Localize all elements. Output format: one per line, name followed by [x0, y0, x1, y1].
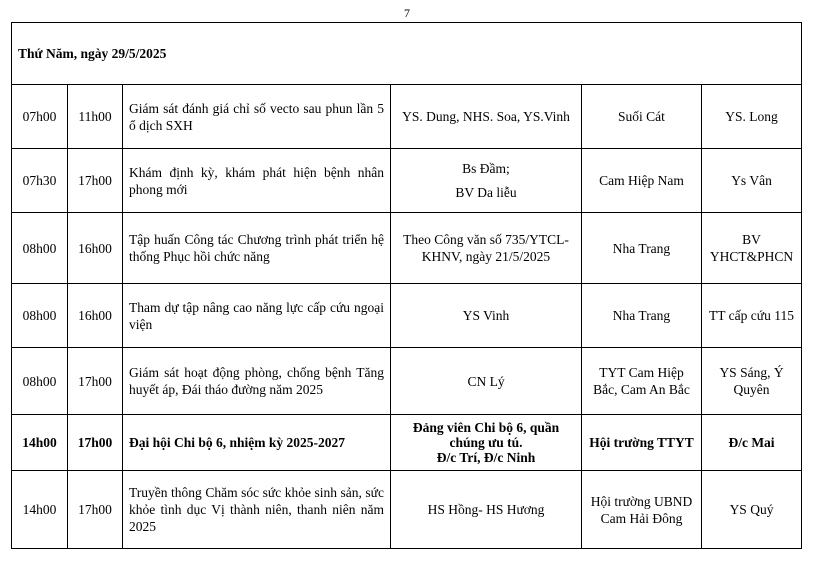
day-header-row [12, 23, 802, 85]
participants: YS Vinh [391, 284, 582, 348]
start-time: 08h00 [12, 284, 68, 348]
location: Nha Trang [582, 213, 702, 284]
end-time: 16h00 [68, 284, 123, 348]
participants: Bs Đầm; BV Da liễu [391, 149, 582, 213]
participants: YS. Dung, NHS. Soa, YS.Vinh [391, 85, 582, 149]
page-number: 7 [404, 6, 410, 20]
end-time: 16h00 [68, 213, 123, 284]
lead: BV YHCT&PHCN [702, 213, 802, 284]
lead: YS Quý [702, 471, 802, 549]
end-time: 17h00 [68, 348, 123, 415]
end-time: 17h00 [68, 149, 123, 213]
start-time: 07h30 [12, 149, 68, 213]
location: Hội trường UBND Cam Hải Đông [582, 471, 702, 549]
participants: CN Lý [391, 348, 582, 415]
location: Suối Cát [582, 85, 702, 149]
lead: Đ/c Mai [702, 415, 802, 471]
task: Tham dự tập nâng cao năng lực cấp cứu ngoại viện [123, 284, 391, 348]
start-time: 14h00 [12, 471, 68, 549]
location: Nha Trang [582, 284, 702, 348]
table-row [12, 415, 802, 471]
task: Giám sát hoạt động phòng, chống bệnh Tăng huyết áp, Đái tháo đường năm 2025 [123, 348, 391, 415]
start-time: 07h00 [12, 85, 68, 149]
table-row [12, 149, 802, 213]
end-time: 17h00 [68, 415, 123, 471]
location: TYT Cam Hiệp Bắc, Cam An Bắc [582, 348, 702, 415]
task: Giám sát đánh giá chỉ số vecto sau phun lần 5 ổ dịch SXH [123, 85, 391, 149]
lead: Ys Vân [702, 149, 802, 213]
lead: YS. Long [702, 85, 802, 149]
start-time: 08h00 [12, 213, 68, 284]
table-row [12, 85, 802, 149]
lead: YS Sáng, Ý Quyên [702, 348, 802, 415]
task: Truyền thông Chăm sóc sức khỏe sinh sản, sức khỏe tình dục Vị thành niên, thanh niên năm 2025 [123, 471, 391, 549]
participants: Theo Công văn số 735/YTCL-KHNV, ngày 21/5/2025 [391, 213, 582, 284]
table-row [12, 284, 802, 348]
lead: TT cấp cứu 115 [702, 284, 802, 348]
day-header: Thứ Năm, ngày 29/5/2025 [12, 23, 802, 85]
start-time: 14h00 [12, 415, 68, 471]
end-time: 17h00 [68, 471, 123, 549]
task: Tập huấn Công tác Chương trình phát triển hệ thống Phục hồi chức năng [123, 213, 391, 284]
table-row [12, 213, 802, 284]
participants: Đảng viên Chi bộ 6, quần chúng ưu tú. Đ/c Trí, Đ/c Ninh [391, 415, 582, 471]
location: Cam Hiệp Nam [582, 149, 702, 213]
location: Hội trường TTYT [582, 415, 702, 471]
table-row [12, 348, 802, 415]
table-row [12, 471, 802, 549]
task: Đại hội Chi bộ 6, nhiệm kỳ 2025-2027 [123, 415, 391, 471]
task: Khám định kỳ, khám phát hiện bệnh nhân phong mới [123, 149, 391, 213]
schedule-table [11, 22, 802, 549]
start-time: 08h00 [12, 348, 68, 415]
participants: HS Hồng- HS Hương [391, 471, 582, 549]
end-time: 11h00 [68, 85, 123, 149]
